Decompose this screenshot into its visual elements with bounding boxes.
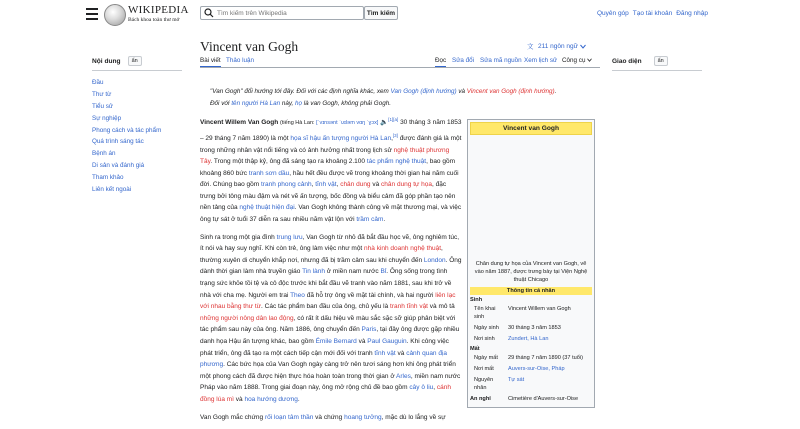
link[interactable]: tranh sơn dầu (248, 169, 290, 177)
link[interactable]: tên người Hà Lan (231, 99, 281, 107)
infobox-title: Vincent van Gogh (470, 122, 592, 135)
tab-edit-source[interactable]: Sửa mã nguồn (480, 57, 522, 64)
link[interactable]: họ (295, 99, 303, 107)
link[interactable]: Tin lành (302, 268, 325, 276)
article-body (200, 114, 462, 429)
infobox-value: 29 tháng 7 năm 1890 (37 tuổi) (508, 354, 583, 361)
link[interactable]: nhà kinh doanh nghệ thuật (364, 245, 442, 253)
link[interactable]: những người nông dân lao động (200, 314, 294, 322)
language-count: 211 ngôn ngữ (537, 42, 578, 50)
link[interactable]: Paul Gauguin (367, 338, 407, 345)
link[interactable]: cánh đồng lúa mì (200, 384, 451, 403)
tools-menu[interactable] (562, 57, 592, 64)
appearance-hide-button[interactable]: ẩn (654, 56, 668, 66)
tools-menu-label: Công cụ (562, 57, 586, 64)
link[interactable]: tác phẩm nghệ thuật (366, 158, 427, 166)
hatnote: "Van Gogh" đổi hướng tới đây. Đối với các định nghĩa khác, xem Van Gogh (định hướng) và Vincent van Gogh (định hướng). Đối với tên người Hà Lan này, họ là van Gogh, không phải Gogh. (210, 88, 557, 107)
link[interactable]: rối loạn tâm thần (264, 413, 314, 421)
link[interactable]: Vincent van Gogh (định hướng) (466, 88, 555, 95)
search-box[interactable] (200, 6, 364, 20)
link[interactable]: hoang tưởng (344, 413, 382, 421)
toc-item-biography[interactable]: Tiểu sử (92, 102, 114, 110)
link[interactable]: trầm cảm (356, 216, 384, 224)
toc-item-career[interactable]: Sự nghiệp (92, 114, 122, 122)
tab-history[interactable]: Xem lịch sử (524, 57, 558, 64)
appearance-panel (612, 56, 702, 71)
toc-title: Nội dung (92, 57, 121, 65)
search-input[interactable] (217, 10, 357, 17)
infobox (467, 119, 595, 408)
page-title: Vincent van Gogh (200, 39, 299, 54)
link[interactable]: Arles (396, 372, 411, 380)
chevron-down-icon (587, 58, 592, 62)
toc-item-letters[interactable]: Thư từ (92, 90, 112, 98)
link[interactable]: nghệ thuật phương Tây (200, 146, 450, 166)
tab-article[interactable]: Bài viết (200, 57, 221, 67)
link[interactable]: London (423, 256, 446, 264)
infobox-caption: Chân dung tự họa của Vincent van Gogh, vẽ vào năm 1887, được trưng bày tại Viện Nghệ thuật Chicago (474, 261, 588, 284)
svg-text:文: 文 (526, 42, 534, 50)
link[interactable]: cảnh quan địa phương (200, 349, 448, 369)
search-button[interactable]: Tìm kiếm (364, 6, 398, 20)
link[interactable]: tĩnh vật (315, 181, 337, 189)
deathplace-link[interactable]: Auvers-sur-Oise, Pháp (508, 365, 565, 372)
toc-item-process[interactable]: Quá trình sáng tác (92, 138, 144, 146)
link[interactable]: Van Gogh (định hướng) (390, 88, 457, 95)
toc-item-external-links[interactable]: Liên kết ngoài (92, 186, 132, 194)
infobox-label: Ngày sinh (474, 324, 499, 331)
toc-item-references[interactable]: Tham khảo (92, 174, 124, 182)
link[interactable]: Theo (290, 291, 305, 299)
wikipedia-globe-logo[interactable] (104, 4, 126, 26)
portrait-image[interactable] (470, 135, 592, 260)
link[interactable]: Bỉ (380, 268, 387, 276)
wikipedia-wordmark[interactable]: WIKIPEDIA (128, 4, 189, 16)
appearance-title: Giao diện (612, 57, 642, 65)
link[interactable]: tĩnh vật (374, 349, 396, 357)
site-header (0, 0, 800, 32)
infobox-label: Nơi mất (474, 365, 494, 372)
infobox-label: Ngày mất (474, 354, 498, 361)
infobox-value: 30 tháng 3 năm 1853 (508, 324, 561, 331)
login-link[interactable]: Đăng nhập (676, 10, 708, 17)
infobox-value: Vincent Willem van Gogh (508, 305, 571, 312)
infobox-row (470, 334, 592, 344)
infobox-label: Tên khai sinh (474, 305, 496, 320)
tab-talk[interactable]: Thảo luận (226, 57, 255, 64)
toc-hide-button[interactable]: ẩn (128, 56, 142, 66)
translate-icon (527, 42, 536, 50)
link[interactable]: nghệ thuật hiện đại (239, 204, 295, 212)
link[interactable]: liên lạc với nhau bằng thư từ (200, 291, 456, 311)
paragraph: Vincent Willem Van Gogh (tiếng Hà Lan: [ˈvɪnsənt ˈʋɪləm vɑŋ ˈɣɔx] 🔈[1][a] 30 tháng 3 năm 1853 – 29 tháng 7 năm 1890) là một họa sĩ hậu ấn tượng người Hà Lan,[3] được đánh giá là một trong những nhân vật nổi tiếng và có ảnh hưởng nhất trong lịch sử nghệ thuật phương Tây. Trong một thập kỷ, ông đã sáng tạo ra khoảng 2.100 tác phẩm nghệ thuật, bao gồm khoảng 860 bức tranh sơn dầu, hầu hết đều được vẽ trong khoảng thời gian hai năm cuối đời. Chúng bao gồm tranh phong cảnh, tĩnh vật, chân dung và chân dung tự họa, đặc trưng bởi tông màu đậm và nét vẽ ấn tượng, bốc đồng và biểu cảm đã góp phần tạo nên nền tảng của nghệ thuật hiện đại. Van Gogh không thành công về mặt thương mại, và việc ông tự sát ở tuổi 37 diễn ra sau nhiều năm vật lộn với trầm cảm. (200, 117, 462, 224)
infobox-heading-born: Sinh (470, 296, 483, 303)
link[interactable]: chân dung tự họa (381, 181, 433, 189)
birthplace-link[interactable]: Zundert, Hà Lan (508, 335, 549, 342)
donate-link[interactable]: Quyên góp (596, 10, 629, 17)
infobox-section-personal: Thông tin cá nhân (470, 287, 592, 295)
infobox-row (470, 375, 592, 393)
link[interactable]: chân dung (340, 181, 371, 189)
toc-item-illness[interactable]: Bệnh án (92, 150, 116, 158)
infobox-row (470, 394, 592, 404)
infobox-row (470, 353, 592, 363)
tab-edit[interactable]: Sửa đổi (452, 57, 475, 64)
language-button[interactable] (527, 42, 586, 50)
link[interactable]: Émile Bernard (315, 338, 357, 345)
chevron-down-icon (580, 44, 586, 49)
search-icon (204, 8, 214, 18)
toc-item-style[interactable]: Phong cách và tác phẩm (92, 126, 162, 134)
paragraph: Van Gogh mắc chứng rối loạn tâm thần và chứng hoang tưởng, mặc dù lo lắng về sự (200, 413, 446, 421)
link[interactable]: hoa hướng dương (244, 395, 298, 403)
wikipedia-tagline: Bách khoa toàn thư mở (128, 17, 180, 23)
paragraph: Sinh ra trong một gia đình trung lưu, Van Gogh từ nhỏ đã bắt đầu học vẽ, ông nghiêm túc, ít nói và hay suy nghĩ. Khi còn trẻ, ông làm việc như một nhà kinh doanh nghệ thuật, thường xuyên di chuyển khắp nơi, nhưng đã bị trầm cảm sau khi chuyển đến London. Ông dành thời gian làm nhà truyền giáo Tin lành ở miền nam nước Bỉ. Ông sống trong tình trạng sức khỏe tồi tệ và cô độc trước khi bắt đầu vẽ tranh vào năm 1881, sau khi trở về nhà với cha mẹ. Người em trai Theo đã hỗ trợ ông về mặt tài chính, và hai người liên lạc với nhau bằng thư từ. Các tác phẩm ban đầu của ông, chủ yếu là tranh tĩnh vật và mô tả những người nông dân lao động, có rất ít dấu hiệu về màu sắc sặc sỡ giúp phân biệt với tác phẩm sau này của ông. Năm 1886, ông chuyển đến Paris, tại đây ông được gặp nhiều danh họa Hậu ấn tượng khác, bao gồm Émile Bernard và Paul Gauguin. Khi công việc phát triển, ông đã tạo ra một cách tiếp cận mới đối với tranh tĩnh vật và cảnh quan địa phương. Các bức họa của Van Gogh ngày càng trở nên tươi sáng hơn khi ông phát triển một phong cách đã được hiện thực hóa hoàn toàn trong thời gian ở Arles, miền nam nước Pháp vào năm 1888. Trong giai đoạn này, ông mở rộng chủ đề bao gồm cây ô liu, cánh đồng lúa mì và hoa hướng dương. (200, 233, 462, 403)
infobox-label: An nghỉ (470, 395, 491, 402)
infobox-label: Nơi sinh (474, 335, 495, 342)
table-of-contents (92, 56, 182, 196)
link[interactable]: họa sĩ hậu ấn tượng người Hà Lan (290, 134, 392, 142)
speaker-icon[interactable]: 🔈 (378, 119, 389, 127)
infobox-row (470, 304, 592, 322)
main-menu-icon[interactable] (86, 8, 98, 20)
infobox-row (470, 364, 592, 374)
link[interactable]: tranh tĩnh vật (390, 303, 428, 311)
infobox-label: Nguyên nhân (474, 376, 494, 391)
cause-link[interactable]: Tự sát (508, 376, 525, 383)
toc-item-intro[interactable]: Đầu (92, 79, 104, 86)
link[interactable]: trung lưu (276, 233, 303, 241)
link[interactable]: cây ô liu (409, 384, 434, 392)
toc-item-legacy[interactable]: Di sản và đánh giá (92, 162, 145, 170)
link[interactable]: [ˈvɪnsənt ˈʋɪləm vɑŋ ˈɣɔx] (316, 120, 379, 127)
create-account-link[interactable]: Tạo tài khoản (632, 10, 673, 17)
infobox-row (470, 323, 592, 333)
infobox-value: Cimetière d'Auvers-sur-Oise (508, 395, 579, 402)
user-links (597, 10, 708, 17)
page-tabs (200, 54, 600, 68)
infobox-heading-died: Mất (470, 345, 480, 352)
link[interactable]: Paris (361, 326, 377, 334)
tab-read[interactable]: Đọc (435, 57, 446, 67)
link[interactable]: tranh phong cảnh (261, 181, 312, 189)
